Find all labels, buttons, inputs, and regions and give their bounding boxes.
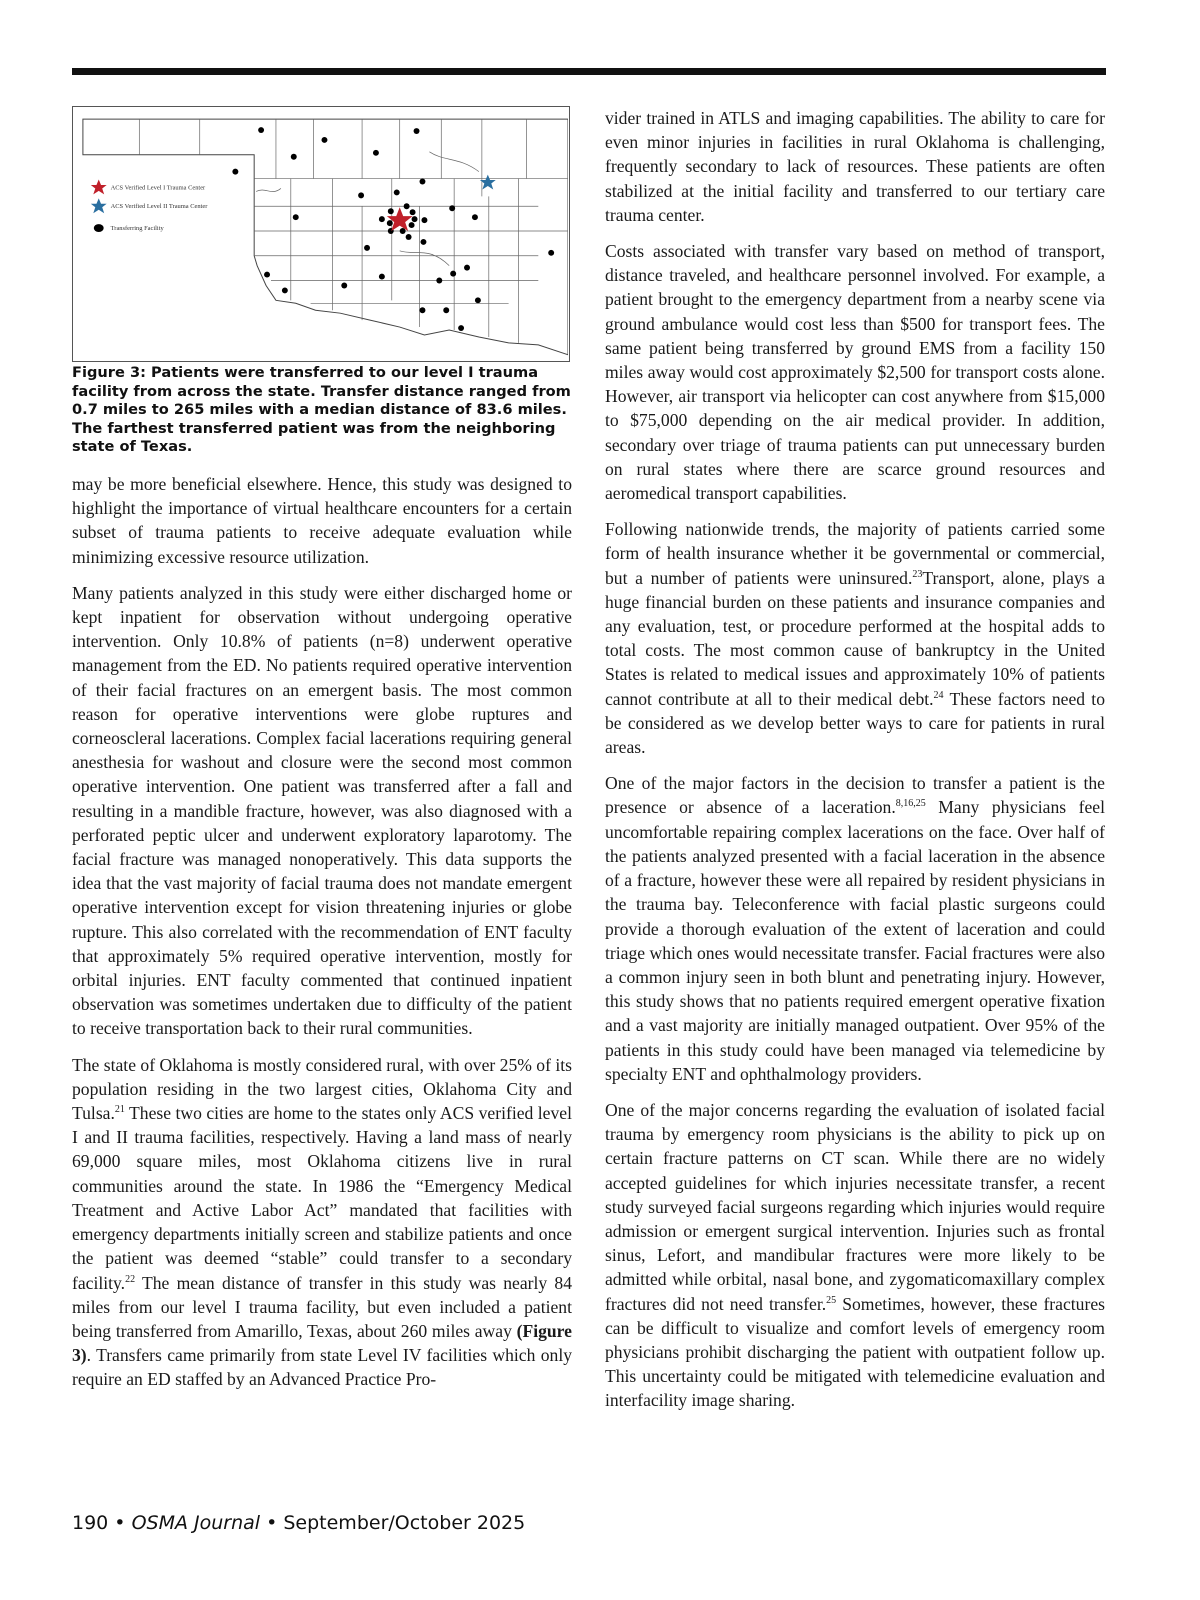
citation: 21 [114,1104,125,1116]
legend-facility: Transferring Facility [110,225,164,233]
county-lines [83,119,568,355]
citation: 22 [125,1273,136,1285]
oklahoma-map [73,107,568,360]
page-footer: 190 • OSMA Journal • September/October 2025 [72,1512,526,1534]
paragraph: Following nationwide trends, the majority of patients carried some form of health insurance whether it be governmental or commercial, but a number of patients were uninsured.$^{23}$Transport, alone, plays a huge financial burden on these patients and insurance companies and any evaluation, test, or procedure performed at the hospital adds to total costs. The most common cause of bankruptcy in the United States is related to medical issues and approximately 10% of patients cannot contribute at all to their medical debt.$^{24}$ These factors need to be considered as we develop better ways to care for patients in rural areas. [605,519,1105,758]
citation: 25 [826,1294,837,1306]
paragraph: The state of Oklahoma is mostly considered rural, with over 25% of its population residing in the two largest cities, Oklahoma City and Tulsa.$^{21}$ These two cities are home to the states only ACS verified level I and II trauma facilities, respectively. Having a land mass of nearly 69,000 square miles, most Oklahoma citizens live in rural communities around the state. In 1986 the “Emergency Medical Treatment and Active Labor Act” mandated that facilities with emergency departments initially screen and stabilize patients and once the patient was deemed “stable” could transfer to a secondary facility.$^{22}$ The mean distance of transfer in this study was nearly 84 miles from our level I trauma facility, but even included a patient being transferred from Amarillo, Texas, about 260 miles away (Figure 3). Transfers came primarily from state Level IV facilities which only require an ED staffed by an Advanced Practice Pro- [72,1054,572,1390]
journal-name: OSMA Journal [131,1512,261,1534]
legend-level-2: ACS Verified Level II Trauma Center [110,203,208,211]
legend-level-1: ACS Verified Level I Trauma Center [110,184,206,192]
paragraph: One of the major concerns regarding the evaluation of isolated facial trauma by emergency room physicians is the ability to pick up on certain fracture patterns on CT scan. While there are no widely accepted guidelines for which injuries necessitate transfer, a recent study surveyed facial surgeons regarding which injuries would require admission or emergent surgical intervention. Injuries such as frontal sinus, Lefort, and mandibular fractures were more likely to be admitted while orbital, nasal bone, and zygomaticomaxillary complex fractures did not need transfer.$^{25}$ Sometimes, however, these fractures can be difficult to visualize and comfort levels of emergency room physicians prohibit discharging the patient with outpatient follow up. This uncertainty could be mitigated with telemedicine evaluation and interfacility image sharing. [605,1099,1105,1411]
figure-caption: Figure 3: Patients were transferred to our level I trauma facility from across the state. Transfer distance ranged from 0.7 miles to 265 miles with a median distance of 83.6 miles. The farthest transferred patient was from the neighboring state of Texas. [72,364,571,456]
paragraph: One of the major factors in the decision to transfer a patient is the presence or absence of a laceration.$^{8,16,25}$ Many physicians feel uncomfortable repairing complex lacerations on the face. Over half of the patients analyzed presented with a facial laceration in the absence of a fracture, however these were all repaired by resident physicians in the trauma bay. Teleconference with facial plastic surgeons could provide a thorough evaluation of the extent of laceration and could triage which ones would necessitate transfer. Facial fractures were also a common injury seen in both blunt and penetrating injury. However, this study shows that no patients required emergent operative fixation and a vast majority are initially managed outpatient. Over 95% of the patients in this study could have been managed via telemedicine by specialty ENT and ophthalmology providers. [605,773,1106,1084]
left-column [72,472,572,1404]
header-rule [72,68,1106,75]
right-column [605,106,1105,1425]
citation: 24 [933,689,944,701]
figure-3-map [72,106,570,362]
issue-date: September/October 2025 [283,1512,526,1534]
paragraph: Costs associated with transfer vary based on method of transport, distance traveled, and healthcare personnel involved. For example, a patient brought to the emergency department from a nearby scene via ground ambulance would cost less than $500 for transport fees. The same patient being transferred by ground EMS from a facility 150 miles away would cost approximately $2,500 for transport costs alone. However, air transport via helicopter can cost anywhere from $15,000 to $75,000 depending on the air medical provider. In addition, secondary over triage of trauma patients can put unnecessary burden on rural states where there are scarce ground resources and aeromedical transport capabilities. [605,241,1105,504]
map-legend [91,180,208,232]
paragraph: may be more beneficial elsewhere. Hence, this study was designed to highlight the importance of virtual healthcare encounters for a certain subset of trauma patients to receive adequate evaluation while minimizing excessive resource utilization. [72,474,572,567]
figure-reference: (Figure 3) [72,1320,572,1366]
paragraph: vider trained in ATLS and imaging capabilities. The ability to care for even minor injuries in facilities in rural Oklahoma is challenging, frequently secondary to lack of resources. These patients are often stabilized at the initial facility and transferred to our tertiary care trauma center. [605,108,1105,225]
citation: 8,16,25 [895,798,926,810]
page-number: 190 [72,1512,109,1534]
citation: 23 [912,568,923,580]
paragraph: Many patients analyzed in this study were either discharged home or kept inpatient for observation without undergoing operative intervention. Only 10.8% of patients (n=8) underwent operative management from the ED. No patients required operative intervention of their facial fractures on an emergent basis. The most common reason for operative interventions were globe ruptures and corneoscleral lacerations. Complex facial lacerations requiring general anesthesia for washout and closure were the second most common operative intervention. One patient was transferred after a fall and resulting in a mandible fracture, however, was also diagnosed with a perforated peptic ulcer and underwent exploratory laparotomy. The facial fracture was managed nonoperatively. This data supports the idea that the vast majority of facial trauma does not mandate emergent operative intervention except for vision threatening injuries or globe rupture. This also correlated with the recommendation of ENT faculty that approximately 5% required operative intervention, mostly for orbital injuries. ENT faculty commented that continued inpatient observation was sometimes undertaken due to difficulty of the patient to receive transportation back to their rural communities. [72,582,572,1039]
level-2-star-icon [480,175,496,190]
